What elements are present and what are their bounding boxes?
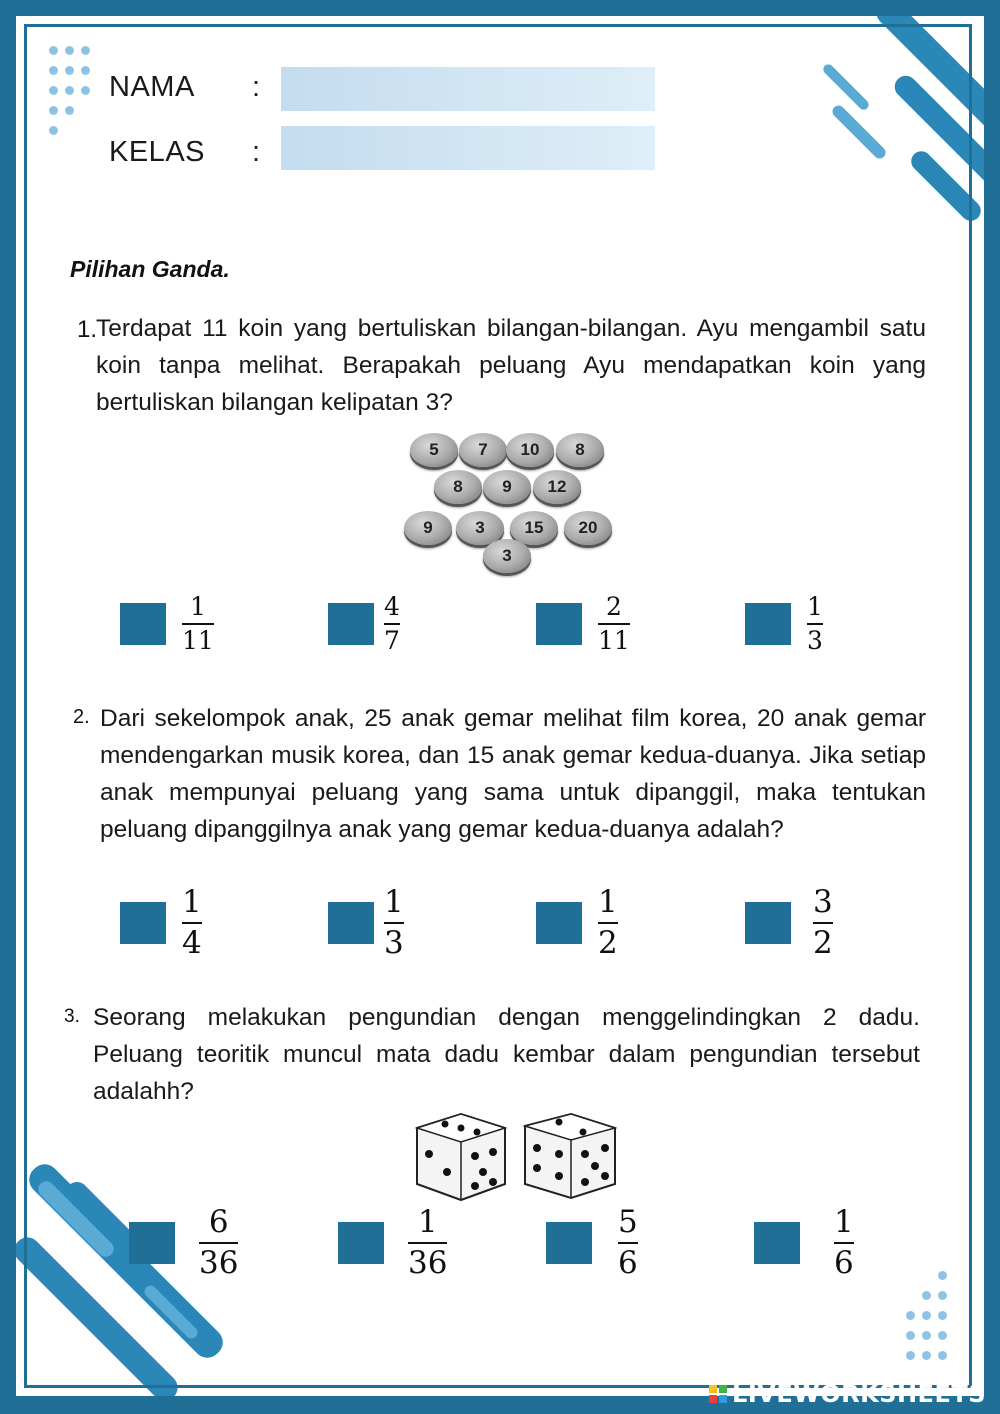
name-label: NAMA xyxy=(109,71,195,103)
liveworksheets-logo-icon xyxy=(709,1385,727,1403)
coin: 9 xyxy=(483,470,531,504)
q2-option-b xyxy=(328,886,404,959)
q2-option-d-checkbox[interactable] xyxy=(745,902,791,944)
q2-option-b-fraction: $\frac{1}{3}$ xyxy=(384,884,404,961)
die-left xyxy=(417,1114,505,1200)
q2-option-a-checkbox[interactable] xyxy=(120,902,166,944)
q3-option-a xyxy=(129,1206,238,1279)
q1-option-a-checkbox[interactable] xyxy=(120,603,166,645)
coin: 9 xyxy=(404,511,452,545)
question-1-number: 1. xyxy=(77,316,98,343)
q3-option-c-fraction: $\frac{5}{6}$ xyxy=(618,1204,638,1281)
section-title: Pilihan Ganda. xyxy=(70,256,230,282)
coin: 15 xyxy=(510,511,558,545)
coin: 8 xyxy=(556,433,604,467)
q2-option-a xyxy=(120,886,202,959)
q3-option-d-fraction: $\frac{1}{6}$ xyxy=(834,1204,854,1281)
q2-option-c-checkbox[interactable] xyxy=(536,902,582,944)
liveworksheets-watermark xyxy=(709,1380,986,1408)
coin: 12 xyxy=(533,470,581,504)
question-3-text: Seorang melakukan pengundian dengan menggelindingkan 2 dadu. Peluang teoritik muncul mata dadu kembar dalam pengundian tersebut adalahh? xyxy=(93,1004,920,1105)
q3-option-a-checkbox[interactable] xyxy=(129,1222,175,1264)
coin: 8 xyxy=(434,470,482,504)
name-input[interactable] xyxy=(281,67,655,111)
dice-image xyxy=(409,1106,629,1206)
q1-option-c xyxy=(536,594,630,655)
q3-option-d-checkbox[interactable] xyxy=(754,1222,800,1264)
q1-option-d-checkbox[interactable] xyxy=(745,603,791,645)
q2-option-d-fraction: $\frac{3}{2}$ xyxy=(813,884,833,961)
q2-option-c-fraction: $\frac{1}{2}$ xyxy=(598,884,618,961)
coin: 7 xyxy=(459,433,507,467)
q1-option-b xyxy=(328,594,400,655)
question-2-text: Dari sekelompok anak, 25 anak gemar melihat film korea, 20 anak gemar mendengarkan musik korea, dan 15 anak gemar kedua-duanya. Jika setiap anak mempunyai peluang yang sama untuk dipanggil, maka tentukan peluang dipanggilnya anak yang gemar kedua-duanya adalah? xyxy=(100,705,926,843)
q2-option-b-checkbox[interactable] xyxy=(328,902,374,944)
q3-option-c xyxy=(546,1206,638,1279)
coin: 3 xyxy=(483,539,531,573)
class-colon: : xyxy=(252,136,261,168)
q3-option-a-fraction: $\frac{6}{36}$ xyxy=(199,1204,239,1281)
q1-option-a-fraction: $\frac{1}{11}$ xyxy=(182,592,214,656)
q1-option-a xyxy=(120,594,214,655)
worksheet-sheet xyxy=(16,16,984,1396)
coin: 5 xyxy=(410,433,458,467)
watermark-text: LIVEWORKSHEETS xyxy=(732,1380,986,1408)
name-colon: : xyxy=(252,71,261,103)
q3-option-c-checkbox[interactable] xyxy=(546,1222,592,1264)
q2-option-c xyxy=(536,886,618,959)
question-2-number: 2. xyxy=(73,706,90,728)
q3-option-b-checkbox[interactable] xyxy=(338,1222,384,1264)
q2-option-a-fraction: $\frac{1}{4}$ xyxy=(182,884,202,961)
q1-option-c-checkbox[interactable] xyxy=(536,603,582,645)
q1-option-d xyxy=(745,594,823,655)
q1-option-b-checkbox[interactable] xyxy=(328,603,374,645)
q3-option-d xyxy=(754,1206,854,1279)
class-label: KELAS xyxy=(109,136,205,168)
coin: 3 xyxy=(456,511,504,545)
class-input[interactable] xyxy=(281,126,655,170)
die-right xyxy=(525,1114,615,1198)
q3-option-b-fraction: $\frac{1}{36}$ xyxy=(408,1204,448,1281)
coin: 20 xyxy=(564,511,612,545)
question-3-number: 3. xyxy=(64,1006,80,1027)
coin: 10 xyxy=(506,433,554,467)
q1-option-b-fraction: $\frac{4}{7}$ xyxy=(384,592,400,656)
q1-option-c-fraction: $\frac{2}{11}$ xyxy=(598,592,630,656)
q3-option-b xyxy=(338,1206,447,1279)
q2-option-d xyxy=(745,886,833,959)
question-1-text: Terdapat 11 koin yang bertuliskan bilangan-bilangan. Ayu mengambil satu koin tanpa melihat. Berapakah peluang Ayu mendapatkan koin yang bertuliskan bilangan kelipatan 3? xyxy=(96,315,926,416)
q1-option-d-fraction: $\frac{1}{3}$ xyxy=(807,592,823,656)
